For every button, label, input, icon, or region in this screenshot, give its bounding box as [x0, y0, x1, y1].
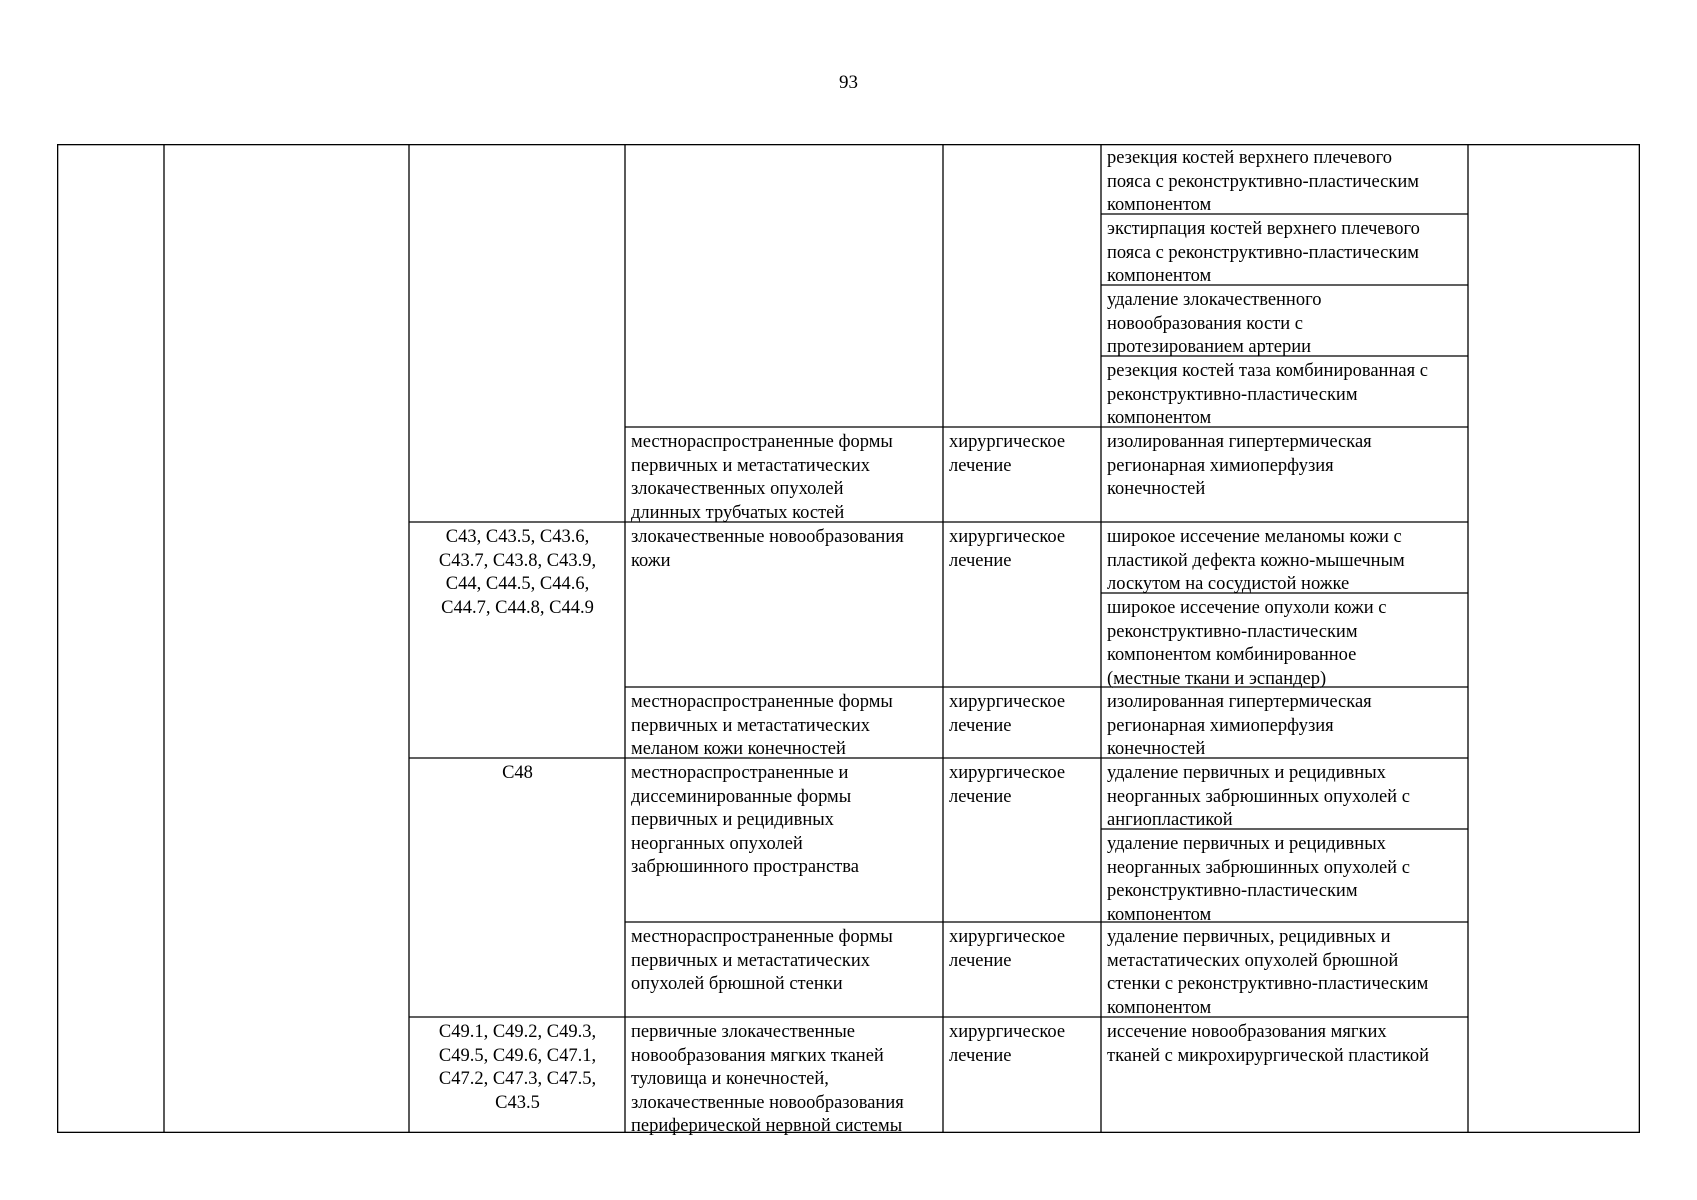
- table-cell-treatment: хирургическое лечение: [949, 432, 1066, 476]
- table-cell-method: широкое иссечение меланомы кожи с пластикой дефекта кожно-мышечным лоскутом на сосудистой ножке: [1107, 527, 1405, 594]
- table-cell-method: резекция костей верхнего плечевого пояса с реконструктивно-пластическим компонентом: [1107, 148, 1419, 215]
- table-cell-diagnosis: злокачественные новообразования кожи: [631, 527, 904, 571]
- table-cell-diagnosis: первичные злокачественные новообразования мягких тканей туловища и конечностей, злокачественные новообразования периферической нервной системы: [631, 1022, 904, 1136]
- table-cell-method: широкое иссечение опухоли кожи с реконструктивно-пластическим компонентом комбинированное (местные ткани и эспандер): [1107, 598, 1387, 689]
- table-cell-method: удаление первичных, рецидивных и метастатических опухолей брюшной стенки с реконструктивно-пластическим компонентом: [1107, 927, 1429, 1018]
- table-cell-method: изолированная гипертермическая регионарная химиоперфузия конечностей: [1107, 432, 1372, 499]
- table-cell-icd: C48: [502, 763, 533, 783]
- table-cell-treatment: хирургическое лечение: [949, 1022, 1066, 1066]
- table-cell-method: резекция костей таза комбинированная с реконструктивно-пластическим компонентом: [1107, 361, 1428, 428]
- table-cell-treatment: хирургическое лечение: [949, 527, 1066, 571]
- procedures-table: [57, 144, 1640, 1136]
- table-cell-icd: C49.1, C49.2, C49.3, C49.5, C49.6, C47.1, C47.2, C47.3, C47.5, C43.5: [438, 1022, 597, 1113]
- table-cell-icd: C43, C43.5, C43.6, C43.7, C43.8, C43.9, C44, C44.5, C44.6, C44.7, C44.8, C44.9: [438, 527, 597, 618]
- table-cell-diagnosis: местнораспространенные формы первичных и метастатических меланом кожи конечностей: [631, 692, 893, 759]
- table-cell-method: удаление первичных и рецидивных неорганных забрюшинных опухолей с реконструктивно-пластическим компонентом: [1107, 834, 1410, 925]
- table-cell-method: иссечение новообразования мягких тканей с микрохирургической пластикой: [1107, 1022, 1430, 1066]
- table-cell-diagnosis: местнораспространенные и диссеминированные формы первичных и рецидивных неорганных опухолей забрюшинного пространства: [631, 763, 859, 877]
- page-number: 93: [839, 72, 858, 93]
- table-cell-method: изолированная гипертермическая регионарная химиоперфузия конечностей: [1107, 692, 1372, 759]
- table-cell-method: удаление злокачественного новообразования кости с протезированием артерии: [1107, 290, 1322, 357]
- table-cell-diagnosis: местнораспространенные формы первичных и метастатических опухолей брюшной стенки: [631, 927, 893, 994]
- table-cell-treatment: хирургическое лечение: [949, 692, 1066, 736]
- table-cell-method: удаление первичных и рецидивных неорганных забрюшинных опухолей с ангиопластикой: [1107, 763, 1410, 830]
- table-cell-treatment: хирургическое лечение: [949, 927, 1066, 971]
- table-cell-treatment: хирургическое лечение: [949, 763, 1066, 807]
- table-cell-method: экстирпация костей верхнего плечевого пояса с реконструктивно-пластическим компонентом: [1107, 219, 1420, 286]
- table-cell-diagnosis: местнораспространенные формы первичных и метастатических злокачественных опухолей длинных трубчатых костей: [631, 432, 893, 523]
